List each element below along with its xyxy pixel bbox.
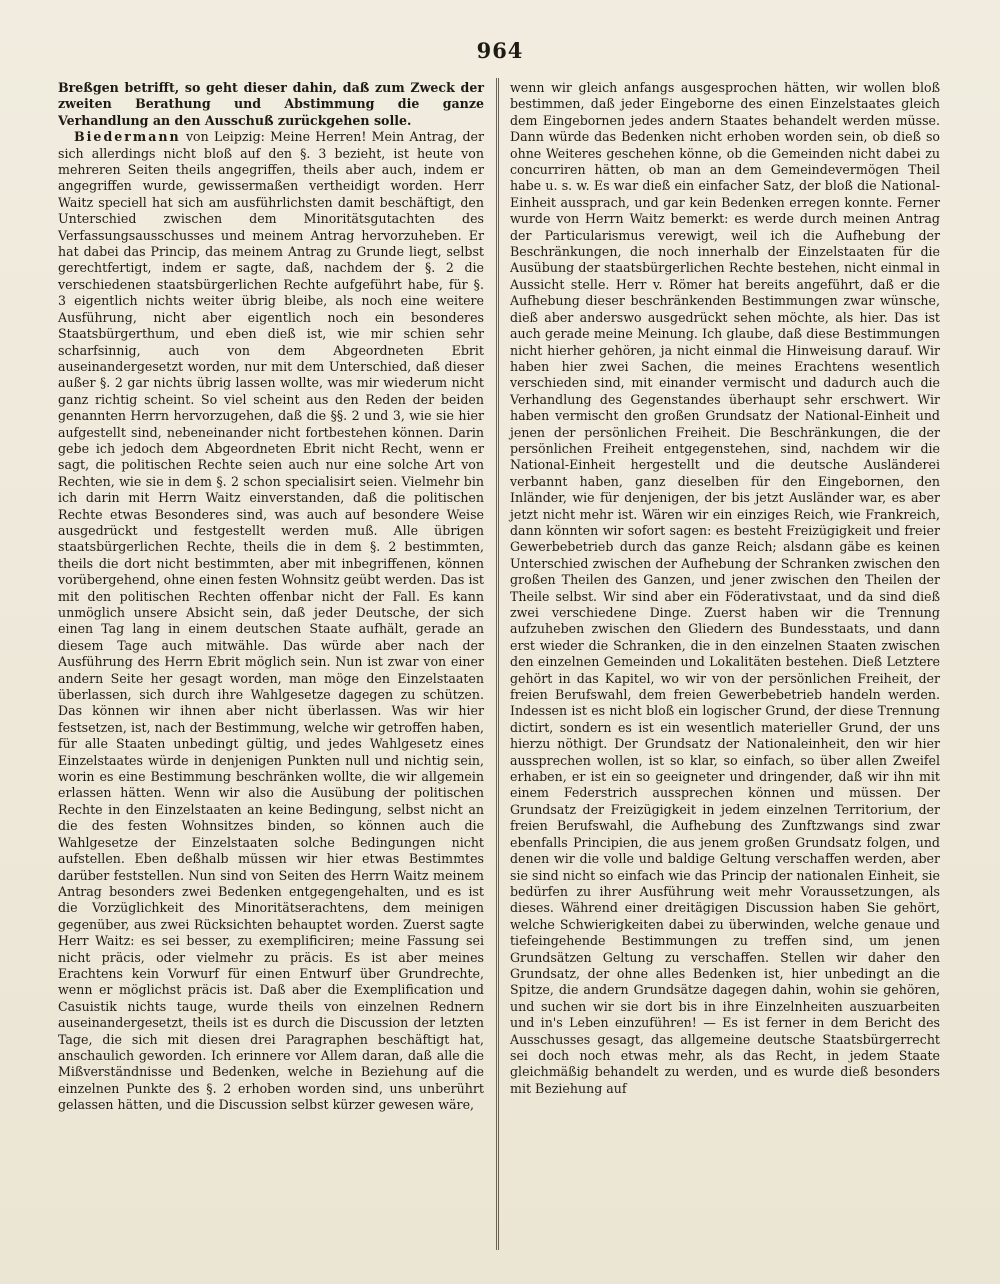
speaker-name: Biedermann — [74, 129, 181, 145]
right-column — [510, 80, 940, 1097]
paragraph-speech-continued: wenn wir gleich anfangs ausgesprochen hätten, wir wollen bloß bestimmen, daß jeder Eingeborne des einen Einzelstaates gleich dem Eingebornen jedes andern Staates behandelt werden müsse. Dann würde das Bedenken nicht erhoben worden sein, ob dieß so ohne Weiteres geschehen könne, ob die Gemeinden nicht dabei zu concurriren hätten, ob man an dem Gemeindevermögen Theil habe u. s. w. Es war dieß ein einfacher Satz, der bloß die National-Einheit aussprach, und gar kein Bedenken erregen konnte. Ferner wurde von Herrn Waitz bemerkt: es werde durch meinen Antrag der Particularismus verewigt, weil ich die Aufhebung der Beschränkungen, die noch innerhalb der Einzelstaaten für die Ausübung der staatsbürgerlichen Rechte bestehen, nicht einmal in Aussicht stelle. Herr v. Römer hat bereits angeführt, daß er die Aufhebung dieser beschränkenden Bestimmungen zwar wünsche, dieß aber anderswo ausgedrückt sehen möchte, als hier. Das ist auch gerade meine Meinung. Ich glaube, daß diese Bestimmungen nicht hierher gehören, ja nicht einmal die Hinweisung darauf. Wir haben hier zwei Sachen, die meines Erachtens wesentlich verschieden sind, mit einander vermischt und dadurch auch die Verhandlung des Gegenstandes überhaupt sehr erschwert. Wir haben vermischt den großen Grundsatz der National-Einheit und jenen der persönlichen Freiheit. Die Beschränkungen, die der persönlichen Freiheit entgegenstehen, sind, nachdem wir die National-Einheit hergestellt und die deutsche Ausländerei verbannt haben, ganz dieselben für den Eingebornen, den Inländer, wie für denjenigen, der bis jetzt Ausländer war, es aber jetzt nicht mehr ist. Wären wir ein einziges Reich, wie Frankreich, dann könnten wir sofort sagen: es besteht Freizügigkeit und freier Gewerbebetrieb durch das ganze Reich; alsdann gäbe es keinen Unterschied zwischen der Aufhebung der Schranken zwischen den großen Theilen des Ganzen, und jener zwischen den Theilen der Theile selbst. Wir sind aber ein Föderativstaat, und da sind dieß zwei verschiedene Dinge. Zuerst haben wir die Trennung aufzuheben zwischen den Gliedern des Bundesstaats, und dann erst wieder die Schranken, die in den einzelnen Staaten zwischen den einzelnen Gemeinden und Lokalitäten bestehen. Dieß Letztere gehört in das Kapitel, wo wir von der persönlichen Freiheit, der freien Berufswahl, dem freien Gewerbebetrieb handeln werden. Indessen ist es nicht bloß ein logischer Grund, der diese Trennung dictirt, sondern es ist ein wesentlich materieller Grund, der uns hierzu nöthigt. Der Grundsatz der Nationaleinheit, den wir hier aussprechen wollen, ist so klar, so einfach, so über allen Zweifel erhaben, er ist ein so geeigneter und dringender, daß wir ihn mit einem Federstrich aussprechen können und müssen. Der Grundsatz der Freizügigkeit in jedem einzelnen Territorium, der freien Berufswahl, die Aufhebung des Zunftzwangs sind zwar ebenfalls Principien, die aus jenem großen Grundsatz folgen, und denen wir die volle und baldige Geltung verschaffen werden, aber sie sind nicht so einfach wie das Princip der nationalen Einheit, sie bedürfen zu ihrer Ausführung weit mehr Voraussetzungen, als dieses. Während einer dreitägigen Discussion haben Sie gehört, welche Schwierigkeiten dabei zu überwinden, welche genaue und tiefeingehende Bestimmungen zu treffen sind, um jenen Grundsätzen Geltung zu verschaffen. Stellen wir daher den Grundsatz, der ohne alles Bedenken ist, hier unbedingt an die Spitze, die andern Grundsätze dagegen dahin, wohin sie gehören, und suchen wir sie dort bis in ihre Einzelnheiten auszuarbeiten und in's Leben einzuführen! — Es ist ferner in dem Bericht des Ausschusses gesagt, das allgemeine deutsche Staatsbürgerrecht sei doch noch etwas mehr, als das Recht, in jedem Staate gleichmäßig behandelt zu werden, und es wurde dieß besonders mit Beziehung auf — [510, 80, 940, 1096]
column-divider — [496, 78, 499, 1250]
paragraph-motion-reference: Breßgen betrifft, so geht dieser dahin, daß zum Zweck der zweiten Berathung und Abstimmung die ganze Verhandlung an den Ausschuß zurückgehen solle. — [58, 80, 484, 128]
speech-text: von Leipzig: Meine Herren! Mein Antrag, der sich allerdings nicht bloß auf den §. 3 bezieht, ist heute von mehreren Seiten theils angegriffen, theils aber auch, indem er angegriffen wurde, gewissermaßen vertheidigt worden. Herr Waitz speciell hat sich am ausführlichsten damit beschäftigt, den Unterschied zwischen dem Minoritätsgutachten des Verfassungsausschusses und meinem Antrag hervorzuheben. Er hat dabei das Princip, das meinem Antrag zu Grunde liegt, selbst gerechtfertigt, indem er sagte, daß, nachdem der §. 2 die verschiedenen staatsbürgerlichen Rechte aufgeführt habe, für §. 3 eigentlich nichts weiter übrig bleibe, als noch eine weitere Ausführung, nicht aber eigentlich noch ein besonderes Staatsbürgerthum, und eben dieß ist, wie mir schien sehr scharfsinnig, auch von dem Abgeordneten Ebrit auseinandergesetzt worden, nur mit dem Unterschied, daß dieser außer §. 2 gar nichts übrig lassen wollte, was mir wiederum nicht ganz richtig scheint. So viel scheint aus den Reden der beiden genannten Herrn hervorzugehen, daß die §§. 2 und 3, wie sie hier aufgestellt sind, nebeneinander nicht fortbestehen können. Darin gebe ich jedoch dem Abgeordneten Ebrit nicht Recht, wenn er sagt, die politischen Rechte seien auch nur eine solche Art von Rechten, wie sie in dem §. 2 schon specialisirt seien. Vielmehr bin ich darin mit Herrn Waitz einverstanden, daß die politischen Rechte etwas Besonderes sind, was auch auf besondere Weise ausgedrückt und festgestellt werden muß. Alle übrigen staatsbürgerlichen Rechte, theils die in dem §. 2 bestimmten, theils die dort nicht bestimmten, aber mit inbegriffenen, können vorübergehend, ohne einen festen Wohnsitz geübt werden. Das ist mit den politischen Rechten offenbar nicht der Fall. Es kann unmöglich unsere Absicht sein, daß jeder Deutsche, der sich einen Tag lang in einem deutschen Staate aufhält, gerade an diesem Tage auch mitwähle. Das würde aber nach der Ausführung des Herrn Ebrit möglich sein. Nun ist zwar von einer andern Seite her gesagt worden, man möge den Einzelstaaten überlassen, sich durch ihre Wahlgesetze dagegen zu schützen. Das können wir ihnen aber nicht überlassen. Was wir hier festsetzen, ist, nach der Bestimmung, welche wir getroffen haben, für alle Staaten unbedingt gültig, und jedes Wahlgesetz eines Einzelstaates würde in denjenigen Punkten null und nichtig sein, worin es eine Bestimmung beschränken wollte, die wir allgemein erlassen hätten. Wenn wir also die Ausübung der politischen Rechte in den Einzelstaaten an keine Bedingung, selbst nicht an die des festen Wohnsitzes binden, so können auch die Wahlgesetze der Einzelstaaten solche Bedingungen nicht aufstellen. Eben deßhalb müssen wir hier etwas Bestimmtes darüber feststellen. Nun sind von Seiten des Herrn Waitz meinem Antrag besonders zwei Bedenken entgegengehalten, und es ist die Vorzüglichkeit des Minoritätserachtens, dem meinigen gegenüber, aus zwei Rücksichten behauptet worden. Zuerst sagte Herr Waitz: es sei besser, zu exemplificiren; meine Fassung sei nicht präcis, oder vielmehr zu präcis. Es ist aber meines Erachtens kein Vorwurf für einen Entwurf über Grundrechte, wenn er möglichst präcis ist. Daß aber die Exemplification und Casuistik nichts tauge, wurde theils von einzelnen Rednern auseinandergesetzt, theils ist es durch die Discussion der letzten Tage, die sich mit diesen drei Paragraphen beschäftigt hat, anschaulich geworden. Ich erinnere vor Allem daran, daß alle die Mißverständnisse und Bedenken, welche in Beziehung auf die einzelnen Punkte des §. 2 erhoben worden sind, uns unberührt gelassen hätten, und die Discussion selbst kürzer gewesen wäre, — [58, 129, 484, 1113]
paragraph-biedermann-speech — [58, 129, 484, 1113]
page-number: 964 — [476, 38, 524, 63]
left-column — [58, 80, 484, 1114]
